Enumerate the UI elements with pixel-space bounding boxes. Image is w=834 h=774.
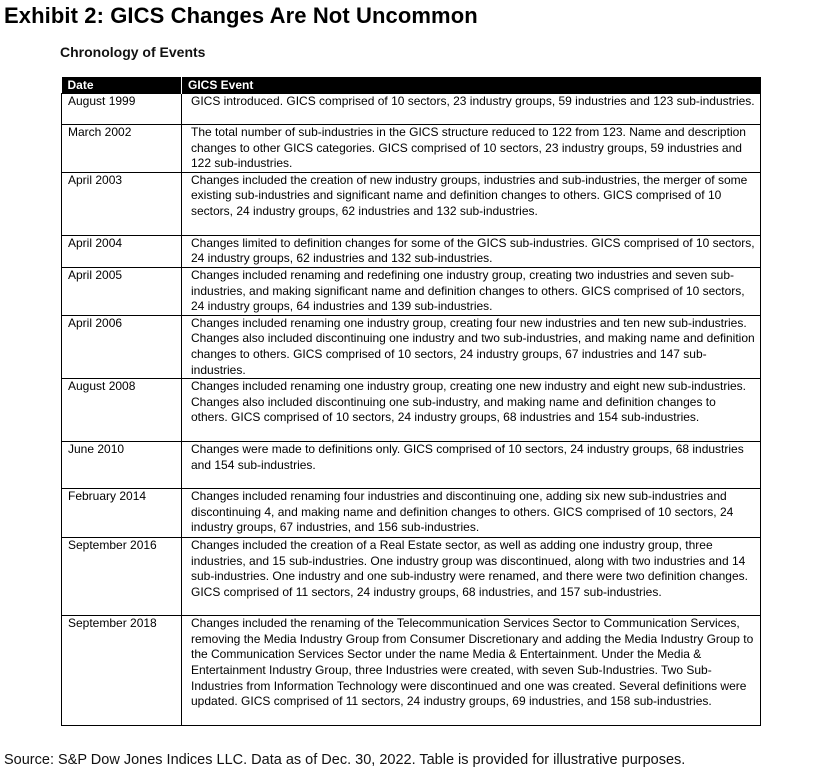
table-row bbox=[62, 616, 761, 726]
row-event: Changes included renaming one industry group, creating one new industry and eight new sub-industries. Changes also included discontinuing one sub-industry, and making name and definition changes to others. GICS comprised of 10 sectors, 24 industry groups, 68 industries and 154 sub-industries. bbox=[182, 379, 761, 442]
source-note: Source: S&P Dow Jones Indices LLC. Data as of Dec. 30, 2022. Table is provided for illustrative purposes. bbox=[4, 752, 686, 768]
chronology-subtitle: Chronology of Events bbox=[60, 44, 206, 60]
exhibit-title: Exhibit 2: GICS Changes Are Not Uncommon bbox=[4, 3, 478, 28]
row-event: Changes included renaming and redefining one industry group, creating two industries and seven sub-industries, and making significant name and definition changes to others. GICS comprised of 10 sectors, 24 industry groups, 64 industries and 139 sub-industries. bbox=[182, 267, 761, 315]
row-date: March 2002 bbox=[62, 125, 182, 173]
table-row bbox=[62, 94, 761, 125]
row-event: Changes included renaming one industry group, creating four new industries and ten new sub-industries. Changes also included discontinuing one industry and two sub-industries, and making name and definition changes to others. GICS comprised of 10 sectors, 24 industry groups, 67 industries and 147 sub-industries. bbox=[182, 315, 761, 378]
row-date: August 2008 bbox=[62, 379, 182, 442]
table-row bbox=[62, 267, 761, 315]
row-date: February 2014 bbox=[62, 489, 182, 538]
row-event: Changes included the creation of a Real Estate sector, as well as adding one industry group, three industries, and 15 sub-industries. One industry group was discontinued, along with two industries and 14 sub-industries. One industry and one sub-industry were renamed, and there were two definition changes. GICS comprised of 11 sectors, 24 industry groups, 68 industries, and 157 sub-industries. bbox=[182, 538, 761, 616]
table-row bbox=[62, 379, 761, 442]
row-date: August 1999 bbox=[62, 94, 182, 125]
row-event: Changes were made to definitions only. GICS comprised of 10 sectors, 24 industry groups, 68 industries and 154 sub-industries. bbox=[182, 442, 761, 489]
row-event: Changes limited to definition changes for some of the GICS sub-industries. GICS comprised of 10 sectors, 24 industry groups, 62 industries and 132 sub-industries. bbox=[182, 235, 761, 267]
table-row bbox=[62, 172, 761, 235]
row-event: The total number of sub-industries in the GICS structure reduced to 122 from 123. Name and description changes to other GICS categories. GICS comprised of 10 sectors, 23 industry groups, 59 industries and 122 sub-industries. bbox=[182, 125, 761, 173]
row-event: Changes included renaming four industries and discontinuing one, adding six new sub-industries and discontinuing 4, and making name and definition changes to others. GICS comprised of 10 sectors, 24 industry groups, 67 industries, and 156 sub-industries. bbox=[182, 489, 761, 538]
column-header-event: GICS Event bbox=[182, 77, 761, 94]
row-date: April 2006 bbox=[62, 315, 182, 378]
row-event: Changes included the renaming of the Telecommunication Services Sector to Communication Services, removing the Media Industry Group from Consumer Discretionary and adding the Media Industry Group to the Communication Services Sector under the name Media & Entertainment. Under the Media & Entertainment Industry Group, three Industries were created, with seven Sub-Industries. Two Sub-Industries from Information Technology were discontinued and one was created. Several definitions were updated. GICS comprised of 11 sectors, 24 industry groups, 69 industries, and 158 sub-industries. bbox=[182, 616, 761, 726]
table-row bbox=[62, 538, 761, 616]
table-row bbox=[62, 315, 761, 378]
table-row bbox=[62, 125, 761, 173]
row-date: April 2003 bbox=[62, 172, 182, 235]
column-header-date: Date bbox=[62, 77, 182, 94]
row-date: June 2010 bbox=[62, 442, 182, 489]
table-header-row bbox=[62, 77, 761, 94]
row-date: September 2016 bbox=[62, 538, 182, 616]
table-row bbox=[62, 235, 761, 267]
row-date: April 2005 bbox=[62, 267, 182, 315]
gics-events-table bbox=[61, 77, 761, 726]
table-row bbox=[62, 442, 761, 489]
row-date: April 2004 bbox=[62, 235, 182, 267]
row-date: September 2018 bbox=[62, 616, 182, 726]
table-row bbox=[62, 489, 761, 538]
row-event: GICS introduced. GICS comprised of 10 sectors, 23 industry groups, 59 industries and 123 sub-industries. bbox=[182, 94, 761, 125]
row-event: Changes included the creation of new industry groups, industries and sub-industries, the merger of some existing sub-industries and significant name and definition changes to others. GICS comprised of 10 sectors, 24 industry groups, 62 industries and 132 sub-industries. bbox=[182, 172, 761, 235]
